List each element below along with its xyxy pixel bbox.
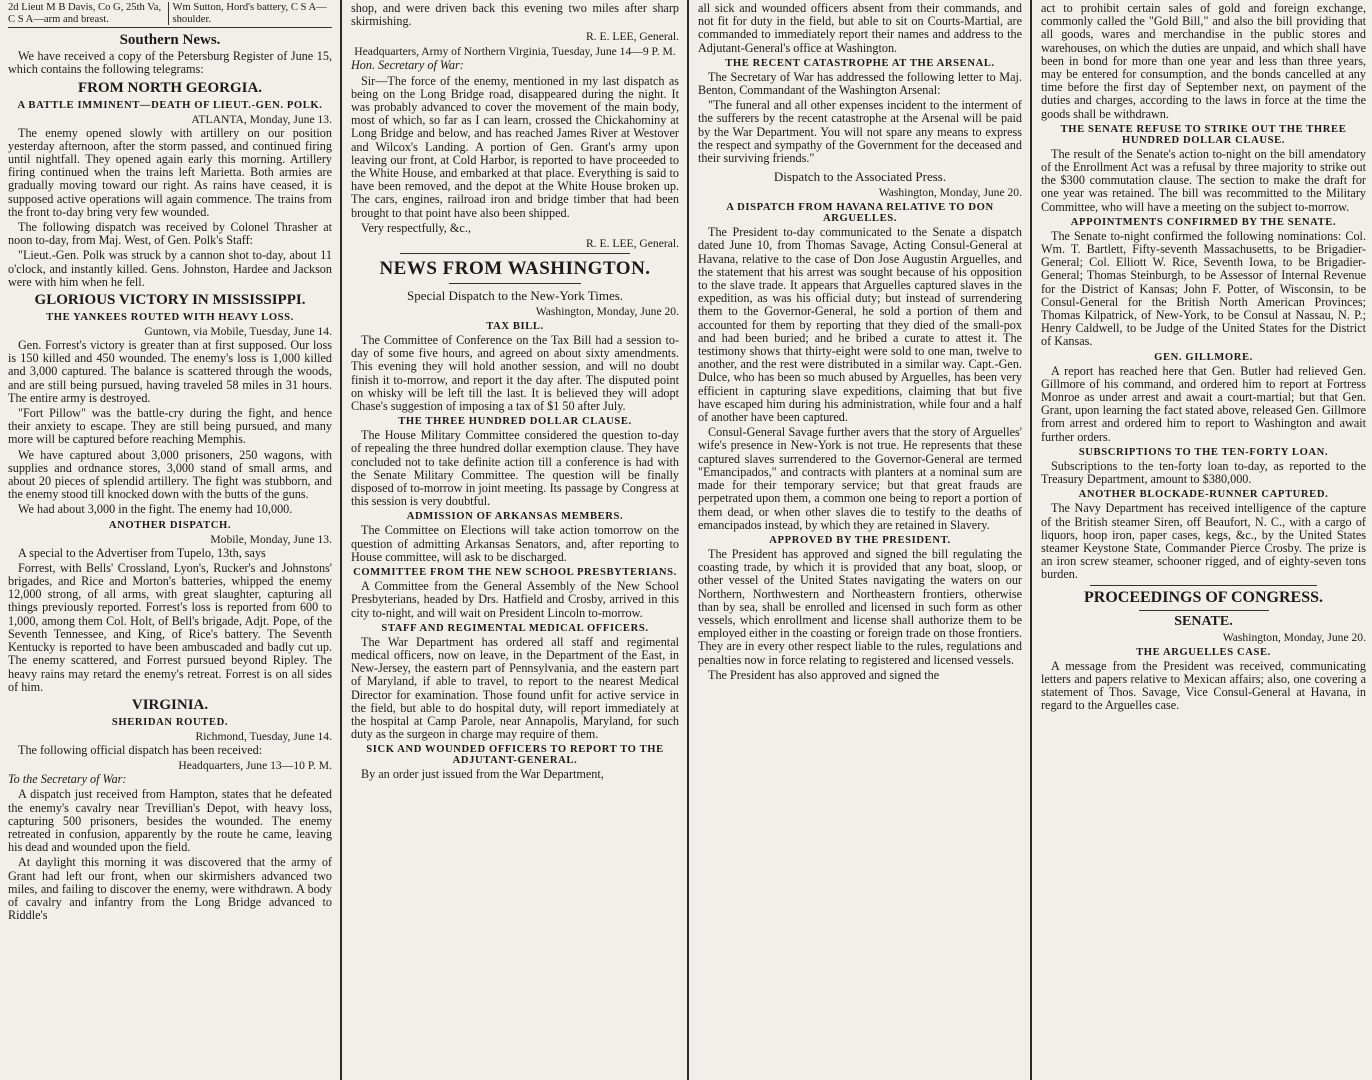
paragraph: Gen. Forrest's victory is greater than at first supposed. Our loss is 150 killed and 450 wounded. The enemy's loss is 1,000 killed and 3,000 captured. The balance is scattered through the woods, and are still being pursued, having traveled 58 miles in 31 hours. The entire army is destroyed.	[8, 338, 332, 405]
paragraph: Hon. Secretary of War:	[351, 58, 464, 73]
subheading: APPROVED BY THE PRESIDENT.	[769, 534, 951, 546]
column-3	[690, 0, 1028, 1080]
paragraph: A special to the Advertiser from Tupelo, 13th, says	[18, 545, 266, 560]
subheading: SUBSCRIPTIONS TO THE TEN-FORTY LOAN.	[1078, 446, 1329, 458]
subheading: THE THREE HUNDRED DOLLAR CLAUSE.	[398, 416, 632, 428]
paragraph: Forrest, with Bells' Crossland, Lyon's, Rucker's and Johnstons' brigades, and Rice and Morton's batteries, whipped the enemy 12,000 strong, of all arms, with great slaughter, capturing all things previously reported. Forrest's loss is reported from 600 to 1,000, among them Col. Holt, of Bell's brigade, Adjt. Pope, of the Seventh Tennessee, and King, of Rice's battery. The Seventh Kentucky is reported to have been ambuscaded and badly cut up. The enemy scattered, and Forrest pursued beyond Ripley. The heavy rains may retard the enemy's retreat. Forrest is on all sides of him.	[8, 560, 332, 694]
casualty-list	[8, 2, 332, 28]
paragraph: "Lieut.-Gen. Polk was struck by a cannon shot to-day, about 11 o'clock, and instantly killed. Gens. Johnston, Hardee and Jackson were with him when he fell.	[8, 248, 332, 289]
dateline: Mobile, Monday, June 13.	[210, 532, 332, 546]
heading-news-from-washington: NEWS FROM WASHINGTON.	[379, 258, 651, 280]
paragraph: At daylight this morning it was discovered that the army of Grant had left our front, when our skirmishers advanced two miles, and failing to discover the enemy, were withdrawn. A body of cavalry and infantry from the Long Bridge advanced to Riddle's	[8, 855, 332, 923]
heading-special-dispatch: Special Dispatch to the New-York Times.	[406, 288, 624, 304]
subheading: GEN. GILLMORE.	[1154, 351, 1253, 363]
paragraph: A message from the President was received, communicating letters and papers relative to Mexican affairs; also, one covering a statement of Thos. Savage, Vice Consul-General at Havana, in regard to the Arguelles case.	[1041, 658, 1366, 713]
heading-associated-press: Dispatch to the Associated Press.	[773, 169, 947, 185]
signature: R. E. LEE, General.	[585, 30, 679, 44]
paragraph: The President has also approved and signed the	[708, 667, 940, 682]
subheading: THE SENATE REFUSE TO STRIKE OUT THE THREE HUNDRED DOLLAR CLAUSE.	[1060, 123, 1347, 146]
paragraph: Sir—The force of the enemy, mentioned in my last dispatch as being on the Long Bridge road, disappeared during the night. It was probably advanced to cover the movement of the main body, most of which, so far as I can learn, crossed the Chickahominy at Long Bridge and below, and has reached James River at Westover and Wilcox's Landing. A portion of Gen. Grant's army upon leaving our front, at Cold Harbor, is reported to have proceeded to the White House, and embarked at that place. Everything is said to have been removed, and the depot at the White House broken up. The cars, engines, railroad iron and bridge timber that had been brought to that point have also been shipped.	[351, 73, 679, 220]
paragraph: To the Secretary of War:	[8, 772, 127, 787]
paragraph: A Committee from the General Assembly of the New School Presbyterians, headed by Drs. Hatfield and Crosby, arrived in this city to-night, and will wait on President Lincoln to-morrow.	[351, 579, 679, 620]
subheading: STAFF AND REGIMENTAL MEDICAL OFFICERS.	[381, 622, 649, 634]
paragraph: "The funeral and all other expenses incident to the interment of the sufferers by the recent catastrophe at the Arsenal will be paid by the War Department. You will not spare any means to express the respect and sympathy of the Government for the deceased and their surviving friends."	[698, 98, 1022, 166]
column-1	[0, 0, 338, 1080]
dateline: Headquarters, Army of Northern Virginia, Tuesday, June 14—9 P. M.	[354, 45, 676, 59]
subheading: THE YANKEES ROUTED WITH HEAVY LOSS.	[46, 312, 294, 324]
paragraph: The Secretary of War has addressed the following letter to Maj. Benton, Commandant of the Washington Arsenal:	[698, 69, 1022, 98]
dateline: Guntown, via Mobile, Tuesday, June 14.	[144, 325, 332, 339]
subheading: ADMISSION OF ARKANSAS MEMBERS.	[406, 511, 624, 523]
subheading: COMMITTEE FROM THE NEW SCHOOL PRESBYTERIANS.	[353, 567, 677, 579]
column-rule	[687, 0, 689, 1080]
heading-virginia: VIRGINIA.	[131, 696, 209, 713]
paragraph: The result of the Senate's action to-night on the bill amendatory of the Enrollment Act was a refusal by three majority to strike out the $300 commutation clause. The section to make the draft for one year was retained. The bill was recommitted to the Military Committee, who will have a meeting on the subject to-morrow.	[1041, 146, 1366, 214]
heading-senate: SENATE.	[1174, 613, 1233, 629]
paragraph: The Committee of Conference on the Tax Bill had a session to-day of some five hours, and agreed on about sixty amendments. This evening they will hold another session, and will no doubt finish it to-morrow, and report it the day after. The disputed point on whisky will be left till the last. It is believed they will adopt Chase's suggestion of imposing a tax of $1 50 after July.	[351, 333, 679, 414]
paragraph: "Fort Pillow" was the battle-cry during the fight, and hence their anxiety to escape. They are still being pursued, and many more will be captured before reaching Memphis.	[8, 406, 332, 447]
paragraph: We have captured about 3,000 prisoners, 250 wagons, with supplies and ordnance stores, 3,000 stand of small arms, and about 20 pieces of splendid artillery. The fight was stubborn, and the enemy stood till knocked down with the butts of the guns.	[8, 447, 332, 502]
heading-mississippi: GLORIOUS VICTORY IN MISSISSIPPI.	[34, 292, 306, 309]
subheading: THE ARGUELLES CASE.	[1136, 646, 1271, 658]
subheading: ANOTHER DISPATCH.	[108, 519, 232, 531]
paragraph: A dispatch just received from Hampton, states that he defeated the enemy's cavalry near Trevillian's Depot, with heavy loss, capturing 500 prisoners, besides the wounded. The enemy retreated in confusion, apparently by the route he came, leaving his dead and wounded upon the field.	[8, 787, 332, 855]
dateline: Headquarters, June 13—10 P. M.	[178, 759, 332, 773]
paragraph: Very respectfully, &c.,	[361, 220, 471, 235]
paragraph: The Committee on Elections will take action tomorrow on the question of admitting Arkansas Senators, and, after reporting to House committee, will ask to be discharged.	[351, 523, 679, 564]
casualty-left: 2d Lieut M B Davis, Co G, 25th Va, C S A—arm and breast.	[8, 2, 162, 25]
dateline: Washington, Monday, June 20.	[1222, 630, 1366, 644]
divider	[1139, 610, 1269, 611]
paragraph: Consul-General Savage further avers that the story of Arguelles' wife's presence in New-York is not true. He represents that these captured slaves surrendered to the Governor-General are termed "Emancipados," and contracts with planters at a nominal sum are made for their temporary service; but that great frauds are perpetrated upon them, a common one being to report a portion of them dead, or when other slaves die to testify to the deaths of emancipados instead, by which they are retained in Slavery.	[698, 425, 1022, 532]
paragraph: The President has approved and signed the bill regulating the coasting trade, by which it is provided that any boat, sloop, or other vessel of the United States navigating the waters on our Northern, Northwestern and Northeastern frontiers, otherwise than by sea, shall be enrolled and licensed in such form as other vessels, which enrollment and license shall authorize them to be employed either in the coasting or foreign trade on those frontiers. They are in every other respect liable to the rules, regulations and penalties now in force relating to registered and licensed vessels.	[698, 546, 1022, 667]
subheading: ANOTHER BLOCKADE-RUNNER CAPTURED.	[1078, 489, 1329, 501]
paragraph: Subscriptions to the ten-forty loan to-day, as reported to the Treasury Department, amount to $380,000.	[1041, 458, 1366, 487]
paragraph: A report has reached here that Gen. Butler had relieved Gen. Gillmore of his command, and ordered him to report at Fortress Monroe as under arrest and await a court-martial; but that Gen. Grant, upon learning the fact stated above, released Gen. Gillmore from arrest and ordered him to report to Washington and await further orders.	[1041, 363, 1366, 444]
divider	[400, 253, 630, 254]
signature: R. E. LEE, General.	[585, 237, 679, 251]
subheading: APPOINTMENTS CONFIRMED BY THE SENATE.	[1070, 216, 1337, 228]
column-rule	[340, 0, 342, 1080]
paragraph: The enemy opened slowly with artillery on our position yesterday afternoon, after the storm passed, and continued firing until nightfall. They opened again early this morning. Artillery firing continued when the trains left Marietta. Both armies are gradually moving toward our right. As rains have ceased, it is supposed active operations will again commence. The trains from the front to-day bring very few wounded.	[8, 125, 332, 219]
dateline: Washington, Monday, June 20.	[535, 305, 679, 319]
paragraph: The Navy Department has received intelligence of the capture of the British steamer Siren, off Beaufort, N. C., with a cargo of liquors, hoop iron, paper cases, kegs, &c., by the United States steamer Keystone State, Commander Pierce Crosby. The prize is an iron screw steamer, schooner rigged, and of eighty-seven tons burden.	[1041, 501, 1366, 582]
paragraph: The War Department has ordered all staff and regimental medical officers, now on leave, in the Department of the East, in New-Jersey, the eastern part of Pennsylvania, and the eastern part of Maryland, if able to travel, to report to the nearest Medical Director for examination. Those found unfit for active service in the field, but able to do hospital duty, will report immediately at the hospital at Camp Parole, near Annapolis, Maryland, for such duty as the surgeon in charge may require of them.	[351, 634, 679, 742]
column-4	[1033, 0, 1372, 1080]
paragraph: We had about 3,000 in the fight. The enemy had 10,000.	[18, 502, 293, 517]
heading-proceedings-of-congress: PROCEEDINGS OF CONGRESS.	[1084, 588, 1323, 606]
divider	[1090, 585, 1318, 586]
heading-north-georgia: FROM NORTH GEORGIA.	[77, 79, 263, 96]
paragraph: The Senate to-night confirmed the following nominations: Col. Wm. T. Bartlett, Fifty-seventh Massachusetts, to be Brigadier-General; Col. Elliott W. Rice, Seventh Iowa, to be Brigadier-General; Thomas Steinburgh, to be Assessor of Internal Revenue for the District of Kansas; John F. Potter, of Wisconsin, to be Consul-General for the British North American Provinces; Thomas Kilpatrick, of New-York, to be Consul at Nassau, N. P.; Henry Caldwell, to be Judge of the United States for the District of Kansas.	[1041, 228, 1366, 349]
subheading: A DISPATCH FROM HAVANA RELATIVE TO DON ARGUELLES.	[726, 202, 994, 225]
paragraph: We have received a copy of the Petersburg Register of June 15, which contains the following telegrams:	[8, 49, 332, 77]
casualty-right: Wm Sutton, Hord's battery, C S A—shoulder.	[168, 2, 333, 25]
paragraph: act to prohibit certain sales of gold and foreign exchange, commonly called the "Gold Bill," and also the bill providing that all goods, wares and merchandise in the public stores and warehouses, on which the duties are unpaid, and which shall have been in bond for more than one year and less than three years, may be entered for consumption, and the bonds cancelled at any time before the first day of September next, on payment of the duties and charges, according to the laws in force at the time the goods shall be withdrawn.	[1041, 1, 1366, 121]
subheading: SICK AND WOUNDED OFFICERS TO REPORT TO THE ADJUTANT-GENERAL.	[366, 744, 664, 767]
paragraph: By an order just issued from the War Department,	[361, 767, 604, 782]
dateline: Washington, Monday, June 20.	[878, 186, 1022, 200]
subheading: THE RECENT CATASTROPHE AT THE ARSENAL.	[725, 57, 995, 69]
subheading: TAX BILL.	[486, 321, 544, 333]
subheading: A BATTLE IMMINENT—DEATH OF LIEUT.-GEN. POLK.	[17, 99, 323, 111]
paragraph: shop, and were driven back this evening two miles after sharp skirmishing.	[351, 1, 679, 29]
paragraph: all sick and wounded officers absent from their commands, and not fit for duty in the field, but able to sit on Courts-Martial, are commanded to immediately report their names and address to the Adjutant-General's office at Washington.	[698, 1, 1022, 55]
dateline: Richmond, Tuesday, June 14.	[195, 729, 332, 743]
divider	[449, 283, 580, 284]
paragraph: The House Military Committee considered the question to-day of repealing the three hundred dollar exemption clause. They have concluded not to take definite action till a conference is had with the Senate Military Committee. The question will be finally disposed of to-morrow in joint meeting. Its passage by Congress at this session is very doubtful.	[351, 428, 679, 509]
subheading: SHERIDAN ROUTED.	[111, 716, 229, 728]
paragraph: The following official dispatch has been received:	[18, 742, 263, 757]
heading-southern-news: Southern News.	[119, 32, 221, 49]
paragraph: The President to-day communicated to the Senate a dispatch dated June 10, from Thomas Savage, Acting Consul-General at Havana, relative to the case of Don Jose Augustin Arguelles, and the statement that his arrest was sought because of his opposition to the slave trade. It appears that Arguelles captured slaves in the expedition, as was his official duty; but instead of surrendering them to the Governor-General, he sold a portion of them and accounted for them by reporting that they died of the small-pox and had been buried; and he bribed a curate to attest it. The testimony shows that thirty-eight were sold to one man, twelve to another, and the rest were distributed in a similar way. Capt.-Gen. Dulce, who has been so much abused by Arguelles, has been very efficient in capturing slave expeditions, claiming that but five have escaped him during his administration, while four and a half of another have been captured.	[698, 225, 1022, 425]
paragraph: The following dispatch was received by Colonel Thrasher at noon to-day, from Maj. West, of Gen. Polk's Staff:	[8, 220, 332, 248]
column-rule	[1030, 0, 1032, 1080]
dateline: ATLANTA, Monday, June 13.	[191, 112, 332, 126]
column-2	[343, 0, 685, 1080]
